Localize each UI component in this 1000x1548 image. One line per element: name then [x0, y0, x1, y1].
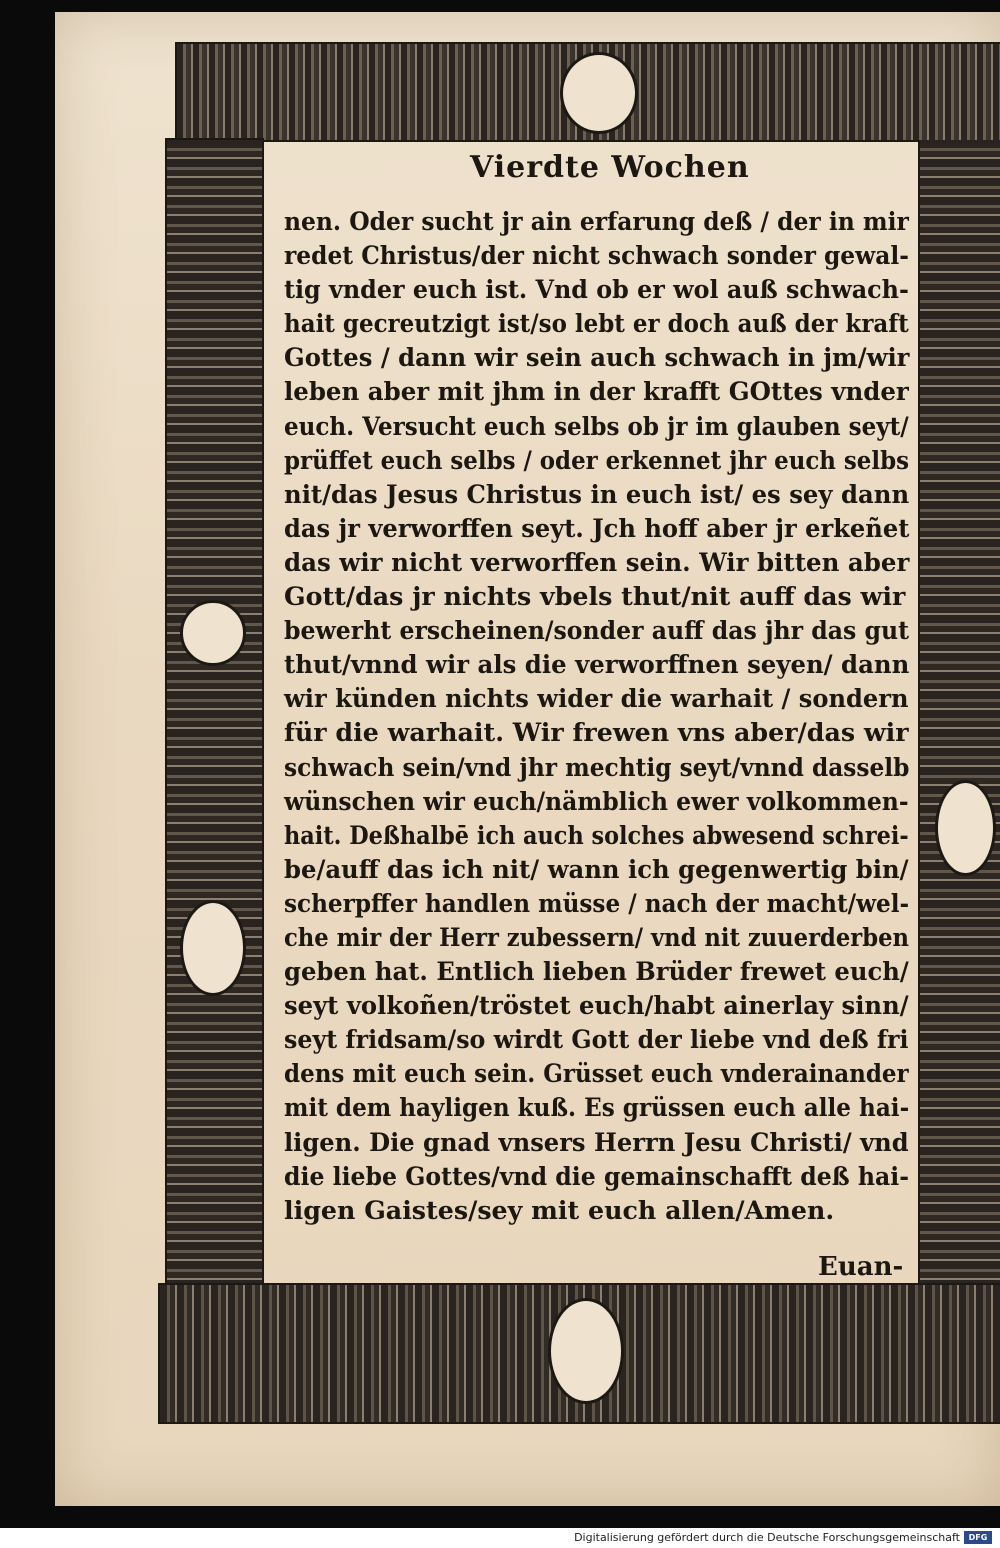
- text-line: mit dem hayligen kuß. Es grüssen euch alle hai-: [284, 1093, 910, 1124]
- catchword: Euan-: [818, 1252, 904, 1282]
- text-line: Gottes / dann wir sein auch schwach in jm/wir: [284, 343, 910, 374]
- left-border-medallion-lower: [180, 900, 246, 996]
- text-line: dens mit euch sein. Grüsset euch vnderainander: [284, 1059, 909, 1090]
- text-line: ligen. Die gnad vnsers Herrn Jesu Christi/ vnd: [284, 1127, 909, 1158]
- text-line: nit/das Jesus Christus in euch ist/ es sey dann: [284, 479, 910, 510]
- text-line: geben hat. Entlich lieben Brüder frewet euch/: [284, 957, 909, 988]
- woodcut-border-left: [165, 138, 264, 1287]
- text-line: die liebe Gottes/vnd die gemainschafft deß hai-: [284, 1161, 910, 1192]
- text-line: leben aber mit jhm in der krafft GOttes vnder: [284, 377, 909, 408]
- text-line: ligen Gaistes/sey mit euch allen/Amen.: [284, 1195, 835, 1226]
- left-border-medallion: [180, 600, 246, 666]
- footer-bar: [0, 1528, 1000, 1548]
- text-line: das jr verworffen seyt. Jch hoff aber jr erkeñet: [284, 513, 910, 544]
- text-line: schwach sein/vnd jhr mechtig seyt/vnnd dasselb: [284, 752, 910, 783]
- text-line: euch. Versucht euch selbs ob jr im glauben seyt/: [284, 411, 909, 442]
- text-line: scherpffer handlen müsse / nach der macht/wel-: [284, 888, 910, 919]
- text-line: prüffet euch selbs / oder erkennet jhr euch selbs: [284, 445, 909, 476]
- text-line: wünschen wir euch/nämblich ewer volkommen-: [284, 786, 909, 817]
- text-line: redet Christus/der nicht schwach sonder gewal-: [284, 241, 909, 272]
- text-line: thut/vnnd wir als die verworffnen seyen/ dann: [284, 650, 910, 681]
- running-head: Vierdte Wochen: [470, 150, 750, 185]
- text-line: seyt fridsam/so wirdt Gott der liebe vnd deß fri: [284, 1025, 909, 1056]
- text-line: für die warhait. Wir frewen vns aber/das wir: [284, 718, 909, 749]
- text-line: bewerht erscheinen/sonder auff das jhr das gut: [284, 616, 910, 647]
- text-line: das wir nicht verworffen sein. Wir bitten aber: [284, 547, 910, 578]
- funding-notice: Digitalisierung gefördert durch die Deutsche Forschungsgemeinschaft: [574, 1531, 960, 1544]
- text-line: hait. Deßhalbē ich auch solches abwesend schrei-: [284, 820, 909, 851]
- text-line: seyt volkoñen/tröstet euch/habt ainerlay sinn/: [284, 991, 909, 1022]
- text-line: hait gecreutzigt ist/so lebt er doch auß der kraft: [284, 309, 909, 340]
- right-border-medallion: [935, 780, 996, 876]
- text-block: [284, 205, 914, 1228]
- text-line: tig vnder euch ist. Vnd ob er wol auß schwach-: [284, 275, 909, 306]
- text-line: wir künden nichts wider die warhait / sondern: [284, 684, 909, 715]
- text-line: nen. Oder sucht jr ain erfarung deß / der in mir: [284, 207, 909, 237]
- dfg-logo[interactable]: DFG: [964, 1531, 992, 1544]
- woodcut-border-right: [918, 140, 1000, 1283]
- mask-face-ornament: [548, 1298, 624, 1404]
- lion-face-ornament: [560, 52, 638, 134]
- text-line: che mir der Herr zubessern/ vnd nit zuuerderben: [284, 922, 910, 953]
- text-line: be/auff das ich nit/ wann ich gegenwertig bin/: [284, 854, 909, 885]
- text-line: Gott/das jr nichts vbels thut/nit auff das wir: [284, 582, 906, 613]
